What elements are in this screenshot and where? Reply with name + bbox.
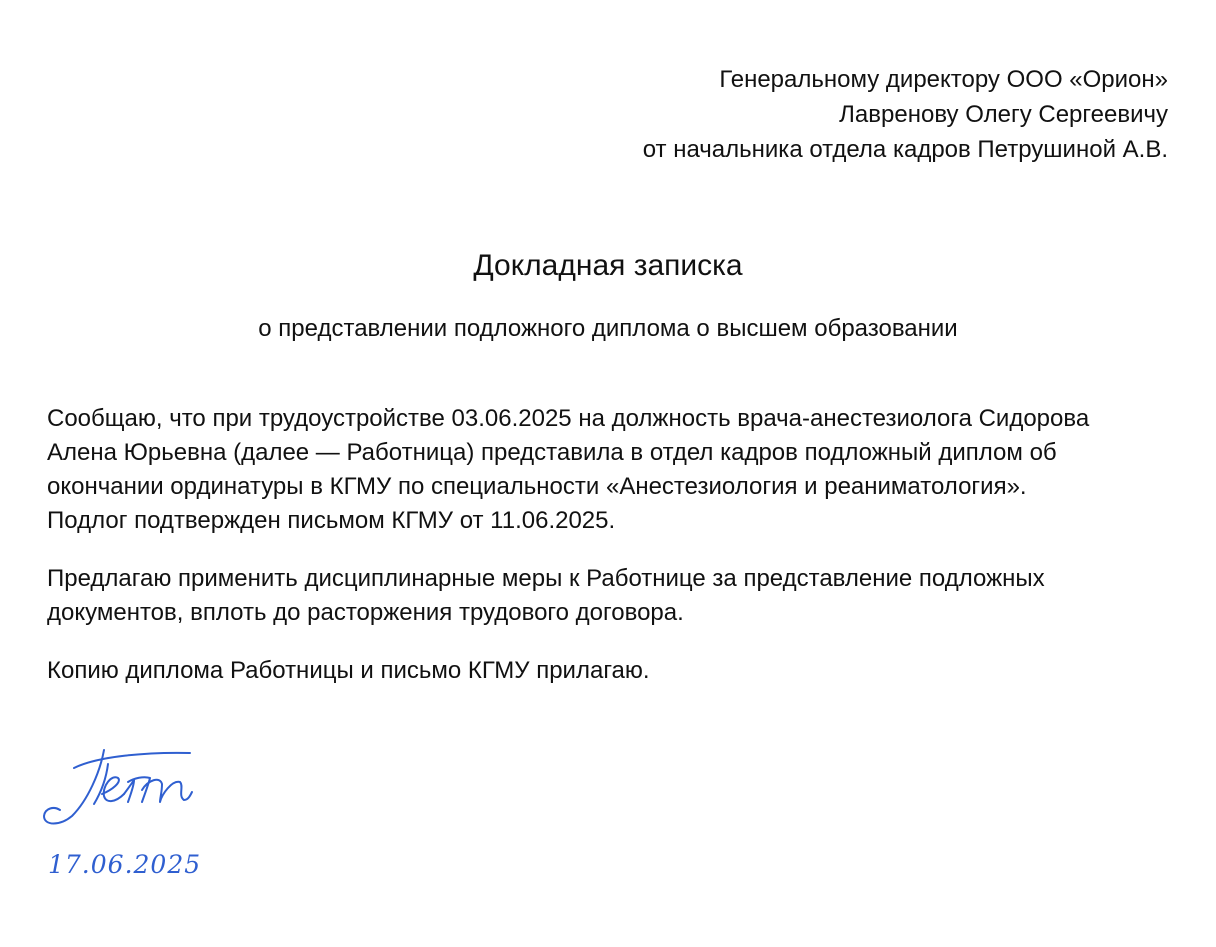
paragraph-line: Алена Юрьевна (далее — Работница) представила в отдел кадров подложный диплом об <box>47 439 1057 466</box>
paragraph-line: Предлагаю применить дисциплинарные меры к Работнице за представление подложных <box>47 565 1045 592</box>
paragraph-line: Копию диплома Работницы и письмо КГМУ прилагаю. <box>47 657 650 684</box>
document-subtitle: о представлении подложного диплома о высшем образовании <box>258 315 958 342</box>
document-title: Докладная записка <box>473 249 743 282</box>
paragraph-proposal <box>47 562 1177 630</box>
signature-date: 17.06.2025 <box>48 850 202 879</box>
paragraph-line: Сообщаю, что при трудоустройстве 03.06.2025 на должность врача-анестезиолога Сидорова <box>47 405 1090 432</box>
paragraph-line: документов, вплоть до расторжения трудового договора. <box>47 599 684 626</box>
handwritten-signature <box>38 742 198 832</box>
addressee-line-recipient-title: Генеральному директору ООО «Орион» <box>719 66 1168 93</box>
paragraph-attachments <box>47 654 1177 688</box>
addressee-line-recipient-name: Лавренову Олегу Сергеевичу <box>839 101 1168 128</box>
addressee-block <box>643 62 1168 167</box>
addressee-line-sender: от начальника отдела кадров Петрушиной А.В. <box>642 136 1168 163</box>
paragraph-line: Подлог подтвержден письмом КГМУ от 11.06.2025. <box>47 507 616 534</box>
paragraph-line: окончании ординатуры в КГМУ по специальности «Анестезиология и реаниматология». <box>47 473 1027 500</box>
paragraph-report <box>47 402 1177 538</box>
memo-body <box>47 402 1177 712</box>
